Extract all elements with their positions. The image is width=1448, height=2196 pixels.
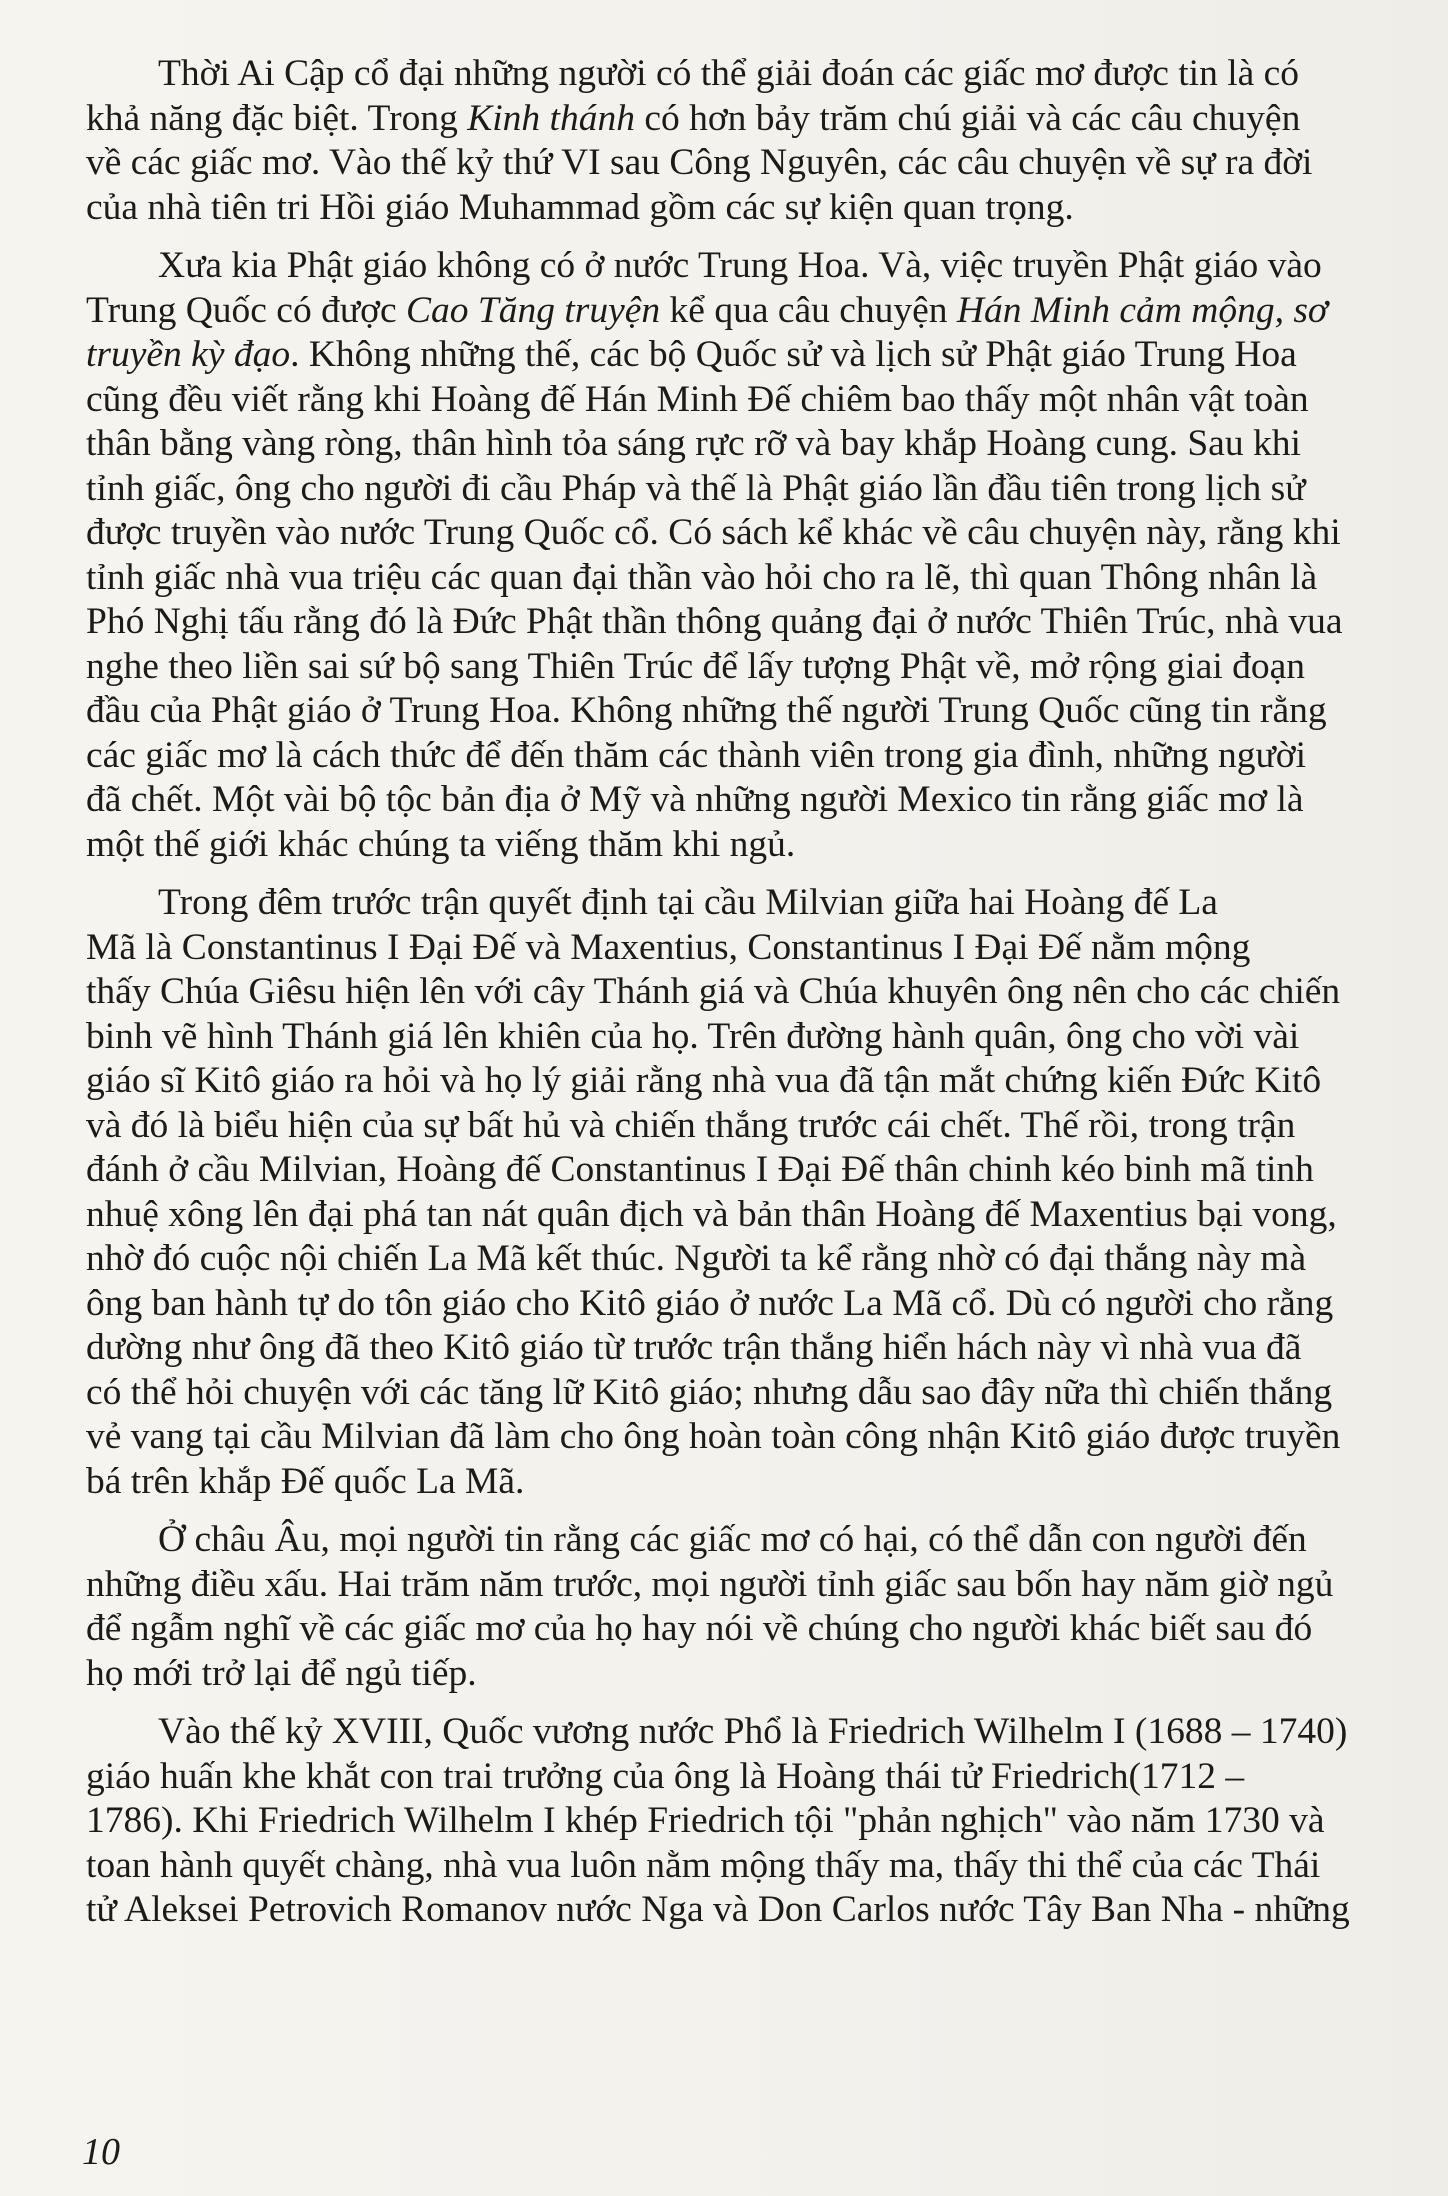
- text-line: được truyền vào nước Trung Quốc cổ. Có sách kể khác về câu chuyện này, rằng khi: [86, 512, 1341, 553]
- paragraph-milvian-bridge: [86, 881, 1448, 1504]
- text-line: để ngẫm nghĩ về các giấc mơ của họ hay nói về chúng cho người khác biết sau đó: [86, 1608, 1313, 1649]
- text-line: binh vẽ hình Thánh giá lên khiên của họ. Trên đường hành quân, ông cho vời vài: [86, 1015, 1300, 1057]
- text-line: 1786). Khi Friedrich Wilhelm I khép Friedrich tội "phản nghịch" vào năm 1730 và: [86, 1800, 1325, 1841]
- paragraph-buddhism-china: [86, 244, 1448, 867]
- text-line: nhuệ xông lên đại phá tan nát quân địch và bản thân Hoàng đế Maxentius bại vong,: [86, 1193, 1337, 1235]
- text-line: Trung Quốc có được Cao Tăng truyện kể qua câu chuyện Hán Minh cảm mộng, sơ: [86, 289, 1328, 331]
- text-line: và đó là biểu hiện của sự bất hủ và chiến thắng trước cái chết. Thế rồi, trong trận: [86, 1104, 1296, 1146]
- italic-title: Cao Tăng truyện: [406, 289, 661, 331]
- text-line: nhờ đó cuộc nội chiến La Mã kết thúc. Người ta kể rằng nhờ có đại thắng này mà: [86, 1238, 1307, 1279]
- text-line: Vào thế kỷ XVIII, Quốc vương nước Phổ là Friedrich Wilhelm I (1688 – 1740): [158, 1711, 1348, 1752]
- paragraph-egypt: [86, 52, 1448, 230]
- text-line: toan hành quyết chàng, nhà vua luôn nằm mộng thấy ma, thấy thi thể của các Thái: [86, 1844, 1321, 1886]
- text-line: những điều xấu. Hai trăm năm trước, mọi người tỉnh giấc sau bốn hay năm giờ ngủ: [86, 1563, 1334, 1605]
- text-line: tỉnh giấc nhà vua triệu các quan đại thần vào hỏi cho ra lẽ, thì quan Thông nhân là: [86, 556, 1318, 598]
- text-line: dường như ông đã theo Kitô giáo từ trước trận thắng hiển hách này vì nhà vua đã: [86, 1327, 1302, 1368]
- text-line: khả năng đặc biệt. Trong Kinh thánh có hơn bảy trăm chú giải và các câu chuyện: [86, 97, 1301, 139]
- text-line: họ mới trở lại để ngủ tiếp.: [86, 1652, 477, 1694]
- text-line: Xưa kia Phật giáo không có ở nước Trung Hoa. Và, việc truyền Phật giáo vào: [158, 245, 1322, 286]
- text-line: về các giấc mơ. Vào thế kỷ thứ VI sau Công Nguyên, các câu chuyện về sự ra đời: [86, 142, 1313, 183]
- italic-title: Kinh thánh: [467, 97, 635, 139]
- text-line: có thể hỏi chuyện với các tăng lữ Kitô giáo; nhưng dẫu sao đây nữa thì chiến thắng: [86, 1371, 1333, 1413]
- text-line: đã chết. Một vài bộ tộc bản địa ở Mỹ và những người Mexico tin rằng giấc mơ là: [86, 779, 1304, 820]
- italic-title: Hán Minh cảm mộng, sơ: [956, 289, 1328, 331]
- text-line: đánh ở cầu Milvian, Hoàng đế Constantinus I Đại Đế thân chinh kéo binh mã tinh: [86, 1149, 1314, 1190]
- text-line: giáo sĩ Kitô giáo ra hỏi và họ lý giải rằng nhà vua đã tận mắt chứng kiến Đức Kitô: [86, 1060, 1322, 1101]
- text-line: của nhà tiên tri Hồi giáo Muhammad gồm các sự kiện quan trọng.: [86, 186, 1074, 228]
- paragraph-europe: [86, 1518, 1448, 1696]
- text-line: thấy Chúa Giêsu hiện lên với cây Thánh giá và Chúa khuyên ông nên cho các chiến: [86, 971, 1341, 1012]
- page-number: 10: [82, 2131, 120, 2173]
- text-line: Trong đêm trước trận quyết định tại cầu Milvian giữa hai Hoàng đế La: [158, 882, 1218, 923]
- text-line: bá trên khắp Đế quốc La Mã.: [86, 1460, 525, 1502]
- italic-title: truyền kỳ đạo: [86, 334, 291, 375]
- text-line: cũng đều viết rằng khi Hoàng đế Hán Minh Đế chiêm bao thấy một nhân vật toàn: [86, 378, 1309, 420]
- paragraph-prussia: [86, 1710, 1448, 1933]
- text-line: một thế giới khác chúng ta viếng thăm khi ngủ.: [86, 823, 796, 865]
- text-line: thân bằng vàng ròng, thân hình tỏa sáng rực rỡ và bay khắp Hoàng cung. Sau khi: [86, 423, 1301, 464]
- page-body-text: [86, 52, 1448, 1947]
- text-line: vẻ vang tại cầu Milvian đã làm cho ông hoàn toàn công nhận Kitô giáo được truyền: [86, 1416, 1341, 1457]
- text-line: Mã là Constantinus I Đại Đế và Maxentius, Constantinus I Đại Đế nằm mộng: [86, 926, 1251, 968]
- text-line: Ở châu Âu, mọi người tin rằng các giấc mơ có hại, có thể dẫn con người đến: [158, 1519, 1307, 1560]
- text-line: Thời Ai Cập cổ đại những người có thể giải đoán các giấc mơ được tin là có: [158, 53, 1300, 94]
- text-line: tử Aleksei Petrovich Romanov nước Nga và Don Carlos nước Tây Ban Nha - những: [86, 1889, 1350, 1930]
- text-line: nghe theo liền sai sứ bộ sang Thiên Trúc để lấy tượng Phật về, mở rộng giai đoạn: [86, 645, 1306, 687]
- text-line: đầu của Phật giáo ở Trung Hoa. Không những thế người Trung Quốc cũng tin rằng: [86, 690, 1327, 731]
- text-line: ông ban hành tự do tôn giáo cho Kitô giáo ở nước La Mã cổ. Dù có người cho rằng: [86, 1282, 1334, 1324]
- text-line: truyền kỳ đạo. Không những thế, các bộ Quốc sử và lịch sử Phật giáo Trung Hoa: [86, 334, 1297, 375]
- text-line: các giấc mơ là cách thức để đến thăm các thành viên trong gia đình, những người: [86, 734, 1307, 776]
- text-line: Phó Nghị tấu rằng đó là Đức Phật thần thông quảng đại ở nước Thiên Trúc, nhà vua: [86, 601, 1343, 642]
- text-line: giáo huấn khe khắt con trai trưởng của ông là Hoàng thái tử Friedrich(1712 –: [86, 1755, 1245, 1797]
- text-line: tỉnh giấc, ông cho người đi cầu Pháp và thế là Phật giáo lần đầu tiên trong lịch sử: [86, 467, 1306, 509]
